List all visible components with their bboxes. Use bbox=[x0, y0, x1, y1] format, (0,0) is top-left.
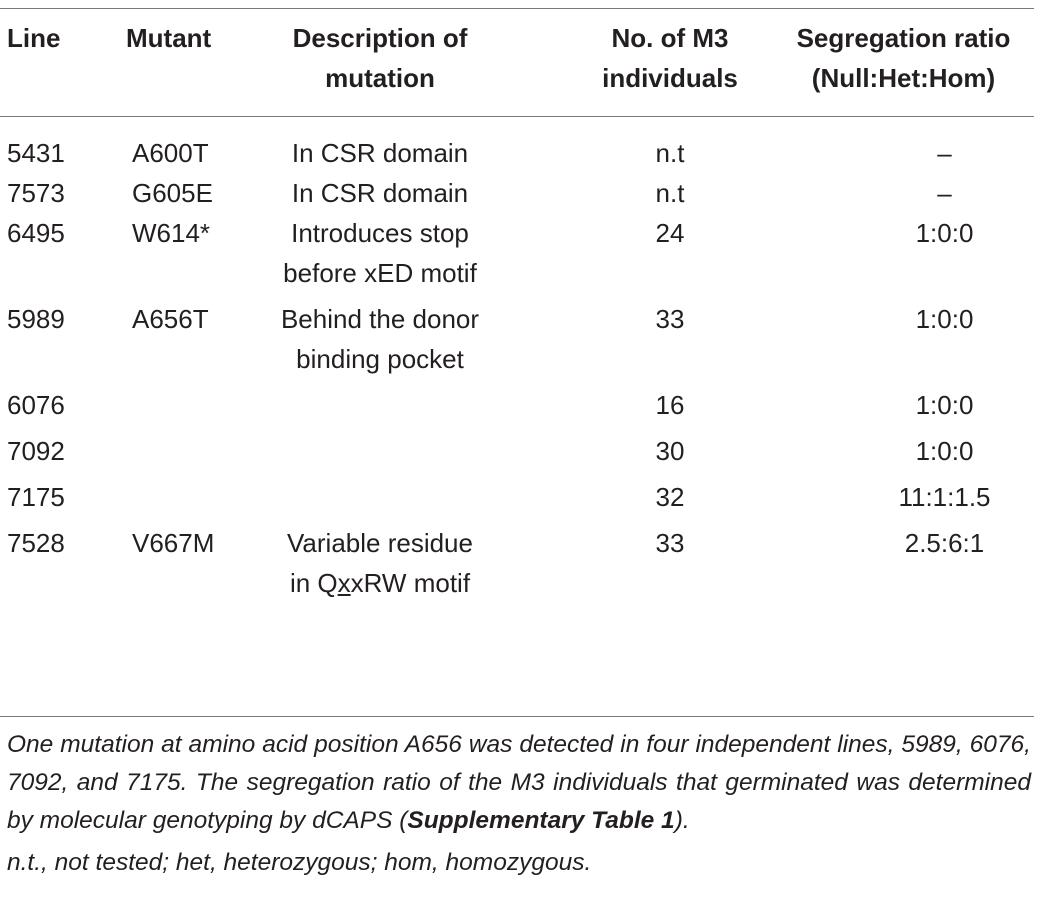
abbreviations-note: n.t., not tested; het, heterozygous; hom, homozygous. bbox=[7, 849, 592, 876]
cell-individuals: 24 bbox=[655, 218, 685, 248]
cell-line: 6076 bbox=[7, 390, 65, 420]
cell-description bbox=[255, 213, 505, 293]
cell-mutant: W614* bbox=[132, 218, 211, 248]
cell-line: 5431 bbox=[7, 138, 65, 168]
cell-description bbox=[255, 425, 505, 471]
cell-line: 7092 bbox=[7, 436, 65, 466]
table-row bbox=[0, 517, 1034, 603]
cell-description bbox=[255, 116, 505, 173]
description-pre: Variable residue in Q bbox=[287, 528, 473, 598]
cell-individuals: n.t bbox=[655, 178, 685, 208]
cell-description bbox=[255, 173, 505, 213]
cell-line: 7175 bbox=[7, 482, 65, 512]
cell-individuals: 30 bbox=[655, 436, 685, 466]
header-description-text: Description of mutation bbox=[292, 23, 468, 93]
cell-line: 5989 bbox=[7, 304, 65, 334]
cell-line: 6495 bbox=[7, 218, 65, 248]
table-header-row bbox=[0, 18, 1034, 116]
cell-mutant bbox=[100, 471, 255, 517]
footnote-text-before: One mutation at amino acid position A656 was detected in four independent lines, 5989, 6076, 7092, and 7175. The segregation ratio of the M3 individuals that germinated was determined by molecular genotyping by dCAPS ( bbox=[7, 731, 1031, 834]
header-segregation-line2: (Null:Het:Hom) bbox=[811, 63, 996, 93]
cell-individuals: 33 bbox=[655, 528, 685, 558]
cell-segregation: 1:0:0 bbox=[915, 436, 974, 466]
cell-description-text: Behind the donor binding pocket bbox=[280, 304, 480, 374]
cell-description bbox=[255, 517, 505, 603]
cell-segregation: 1:0:0 bbox=[915, 218, 974, 248]
footnote-text-after: ). bbox=[674, 807, 690, 834]
header-segregation-line1: Segregation ratio bbox=[796, 23, 1011, 53]
cell-segregation: 2.5:6:1 bbox=[904, 528, 985, 558]
cell-description-text: In CSR domain bbox=[291, 178, 469, 208]
cell-segregation: 1:0:0 bbox=[915, 304, 974, 334]
cell-mutant: G605E bbox=[132, 178, 213, 208]
header-individuals bbox=[505, 18, 765, 116]
cell-description bbox=[255, 293, 505, 379]
cell-segregation: 11:1:1.5 bbox=[898, 482, 991, 512]
cell-line: 7573 bbox=[7, 178, 65, 208]
description-post: xRW motif bbox=[350, 568, 471, 598]
bottom-rule bbox=[0, 716, 1034, 717]
cell-mutant: A600T bbox=[132, 138, 209, 168]
supplementary-table-link[interactable]: Supplementary Table 1 bbox=[407, 807, 675, 834]
cell-individuals: 32 bbox=[655, 482, 685, 512]
cell-segregation: – bbox=[937, 138, 952, 168]
table-footnote bbox=[7, 726, 1031, 840]
cell-mutant bbox=[100, 425, 255, 471]
header-mutant: Mutant bbox=[126, 23, 212, 53]
cell-individuals: n.t bbox=[655, 138, 685, 168]
table-row bbox=[0, 379, 1034, 425]
cell-description-text: In CSR domain bbox=[291, 138, 469, 168]
table-row bbox=[0, 471, 1034, 517]
cell-individuals: 16 bbox=[655, 390, 685, 420]
cell-line: 7528 bbox=[7, 528, 65, 558]
top-rule bbox=[0, 8, 1034, 9]
header-line: Line bbox=[7, 23, 61, 53]
cell-mutant: A656T bbox=[132, 304, 209, 334]
cell-description-text: Introduces stop before xED motif bbox=[283, 218, 477, 288]
table-row bbox=[0, 116, 1034, 173]
table-row bbox=[0, 213, 1034, 293]
cell-segregation: – bbox=[937, 178, 952, 208]
mutation-table bbox=[0, 18, 1034, 603]
header-description bbox=[255, 18, 505, 116]
cell-mutant bbox=[100, 379, 255, 425]
table-row bbox=[0, 293, 1034, 379]
description-underlined: x bbox=[337, 568, 351, 598]
cell-description bbox=[255, 471, 505, 517]
cell-description bbox=[255, 379, 505, 425]
cell-mutant: V667M bbox=[132, 528, 215, 558]
header-individuals-text: No. of M3 individuals bbox=[602, 23, 738, 93]
cell-segregation: 1:0:0 bbox=[915, 390, 974, 420]
header-segregation bbox=[765, 18, 1034, 116]
cell-description-text bbox=[275, 523, 485, 603]
table-row bbox=[0, 173, 1034, 213]
cell-individuals: 33 bbox=[655, 304, 685, 334]
table-row bbox=[0, 425, 1034, 471]
